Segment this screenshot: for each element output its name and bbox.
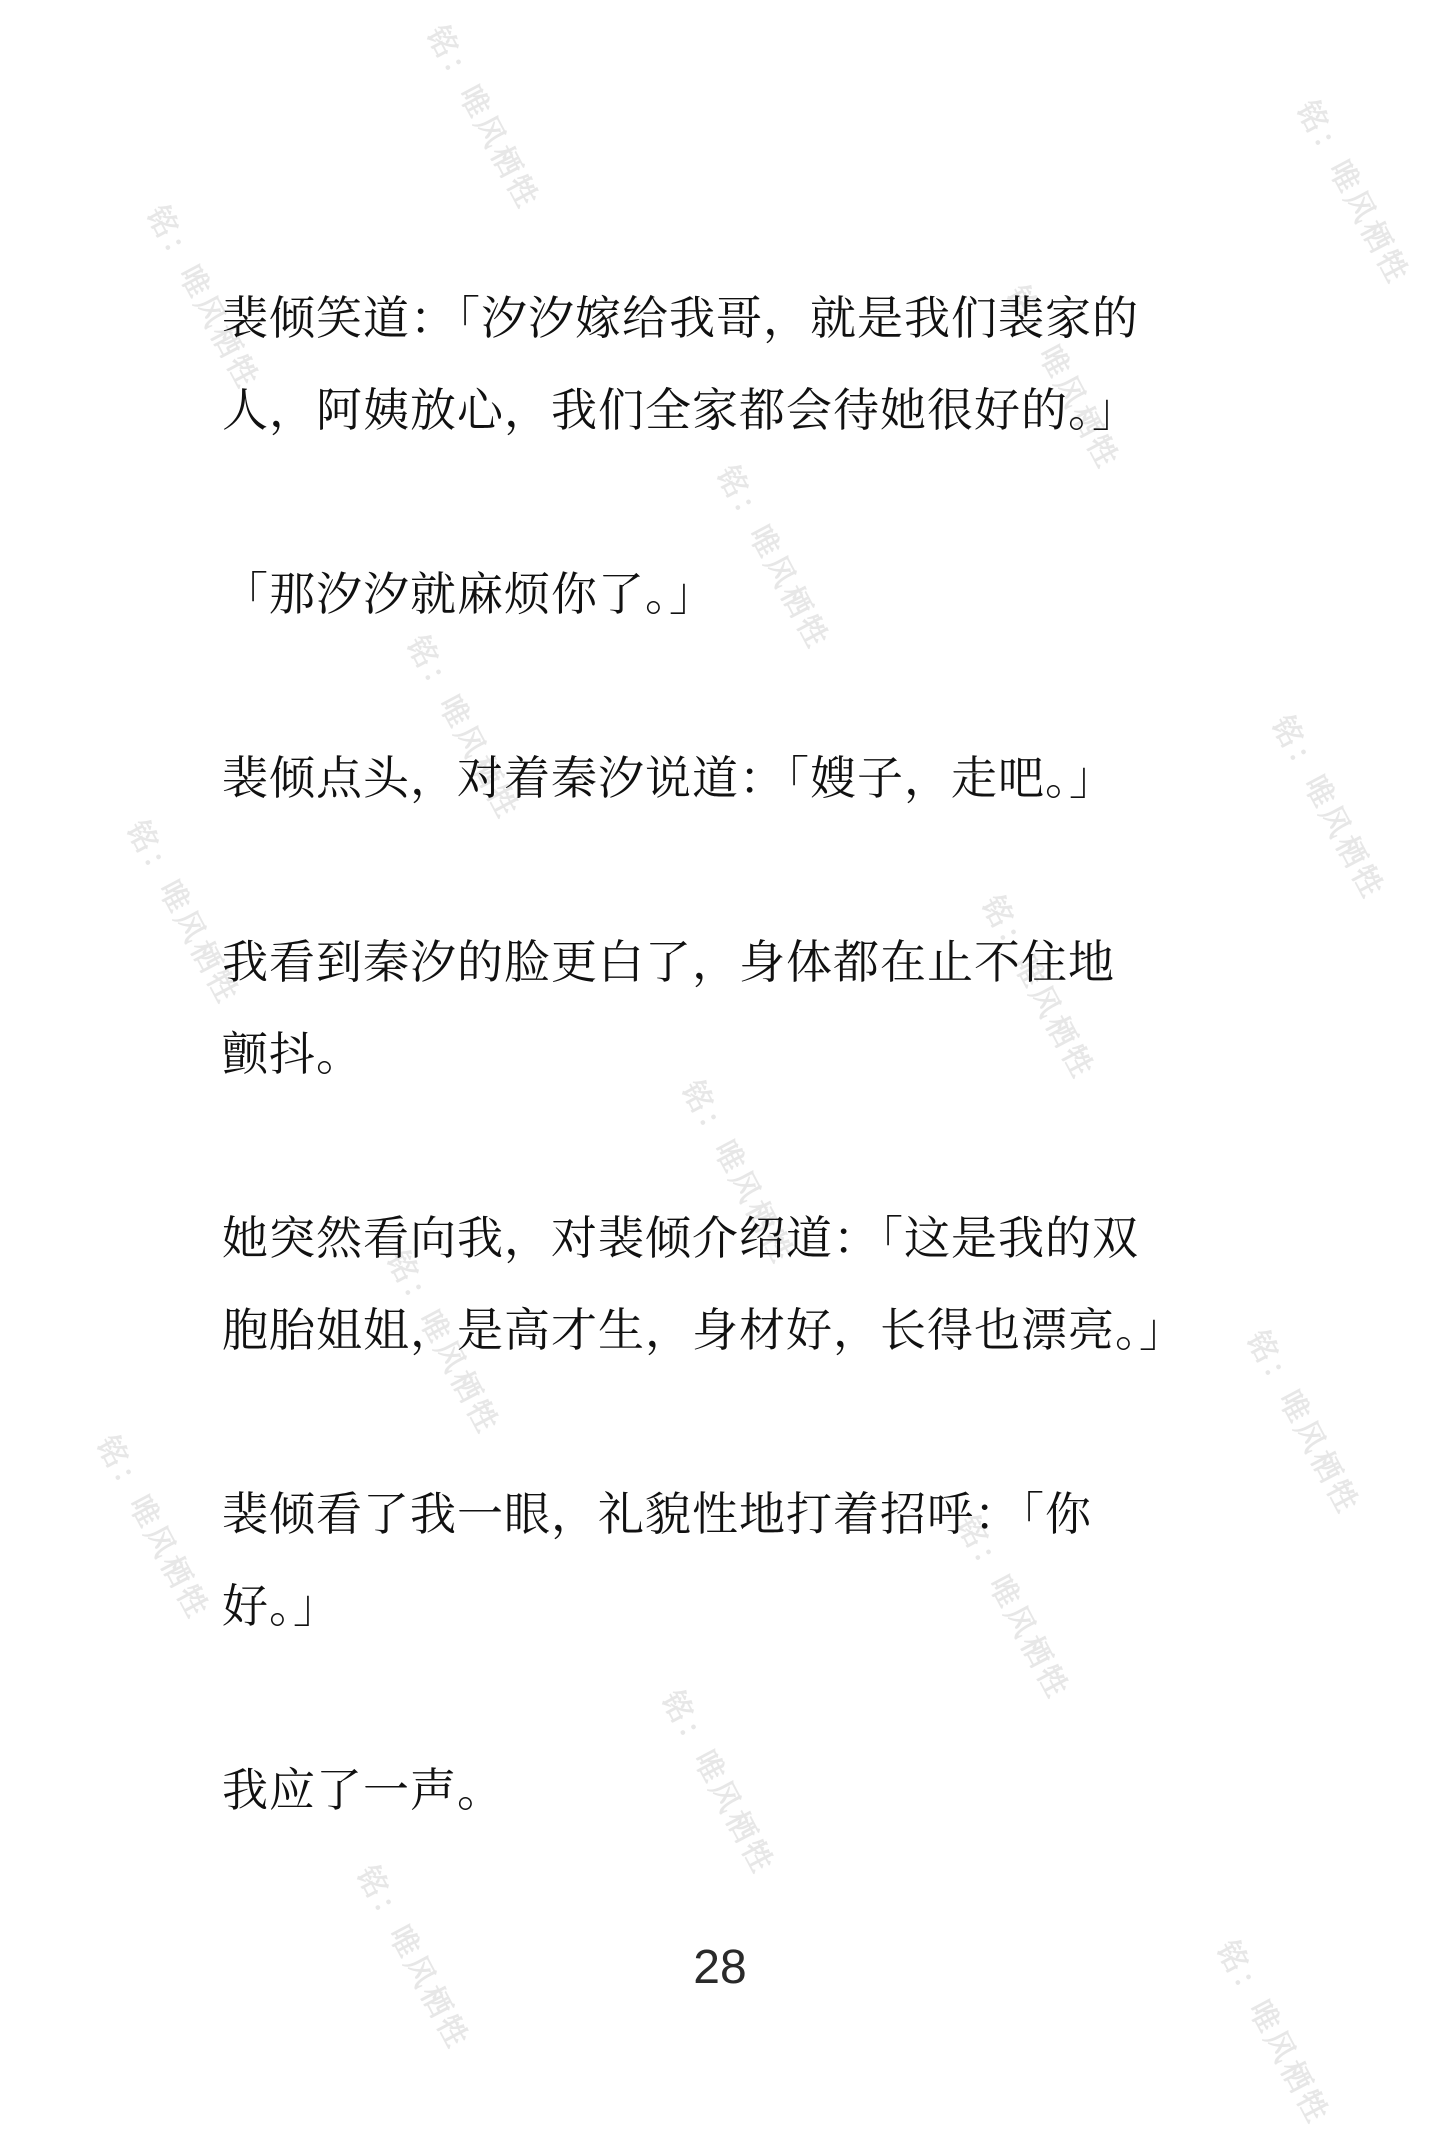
- watermark: 铭：唯风栖牲: [419, 20, 546, 217]
- text-line: 胞胎姐姐，是高才生，身材好，长得也漂亮。」: [222, 1303, 1186, 1357]
- text-line: 「那汐汐就麻烦你了。」: [222, 567, 716, 621]
- watermark: 铭：唯风栖牲: [1209, 1935, 1336, 2132]
- paragraph: [222, 732, 1222, 824]
- text-line: 我应了一声。: [222, 1763, 504, 1817]
- watermark: 铭：唯风栖牲: [654, 1685, 781, 1882]
- watermark: 铭：唯风栖牲: [674, 1075, 801, 1272]
- text-line: 裴倾笑道：「汐汐嫁给我哥，就是我们裴家的: [222, 291, 1139, 345]
- paragraph: [222, 916, 1222, 1100]
- text-line: 人，阿姨放心，我们全家都会待她很好的。」: [222, 383, 1139, 437]
- paragraph: [222, 548, 1222, 640]
- watermark: 铭：唯风栖牲: [349, 1860, 476, 2057]
- watermark: 铭：唯风栖牲: [89, 1430, 216, 1627]
- watermark: 铭：唯风栖牲: [119, 815, 246, 1012]
- watermark: 铭：唯风栖牲: [1264, 710, 1391, 907]
- watermark: 铭：唯风栖牲: [999, 280, 1126, 477]
- paragraph: [222, 1744, 1222, 1836]
- watermark: 铭：唯风栖牲: [1239, 1325, 1366, 1522]
- watermark: 铭：唯风栖牲: [949, 1510, 1076, 1707]
- text-line: 裴倾点头，对着秦汐说道：「嫂子，走吧。」: [222, 751, 1116, 805]
- paragraph: [222, 1192, 1222, 1376]
- watermark: 铭：唯风栖牲: [709, 460, 836, 657]
- text-line: 我看到秦汐的脸更白了，身体都在止不住地: [222, 935, 1115, 989]
- watermark: 铭：唯风栖牲: [139, 200, 266, 397]
- text-line: 她突然看向我，对裴倾介绍道：「这是我的双: [222, 1211, 1139, 1265]
- paragraph: [222, 1468, 1222, 1652]
- page-number: 28: [693, 1941, 747, 1994]
- text-line: 裴倾看了我一眼，礼貌性地打着招呼：「你: [222, 1487, 1092, 1541]
- watermark: 铭：唯风栖牲: [974, 890, 1101, 1087]
- text-line: 好。」: [222, 1579, 340, 1633]
- watermark: 铭：唯风栖牲: [399, 630, 526, 827]
- text-body: [222, 272, 1222, 1928]
- watermark: 铭：唯风栖牲: [379, 1245, 506, 1442]
- watermark: 铭：唯风栖牲: [1289, 95, 1416, 292]
- paragraph: [222, 272, 1222, 456]
- text-line: 颤抖。: [222, 1027, 363, 1081]
